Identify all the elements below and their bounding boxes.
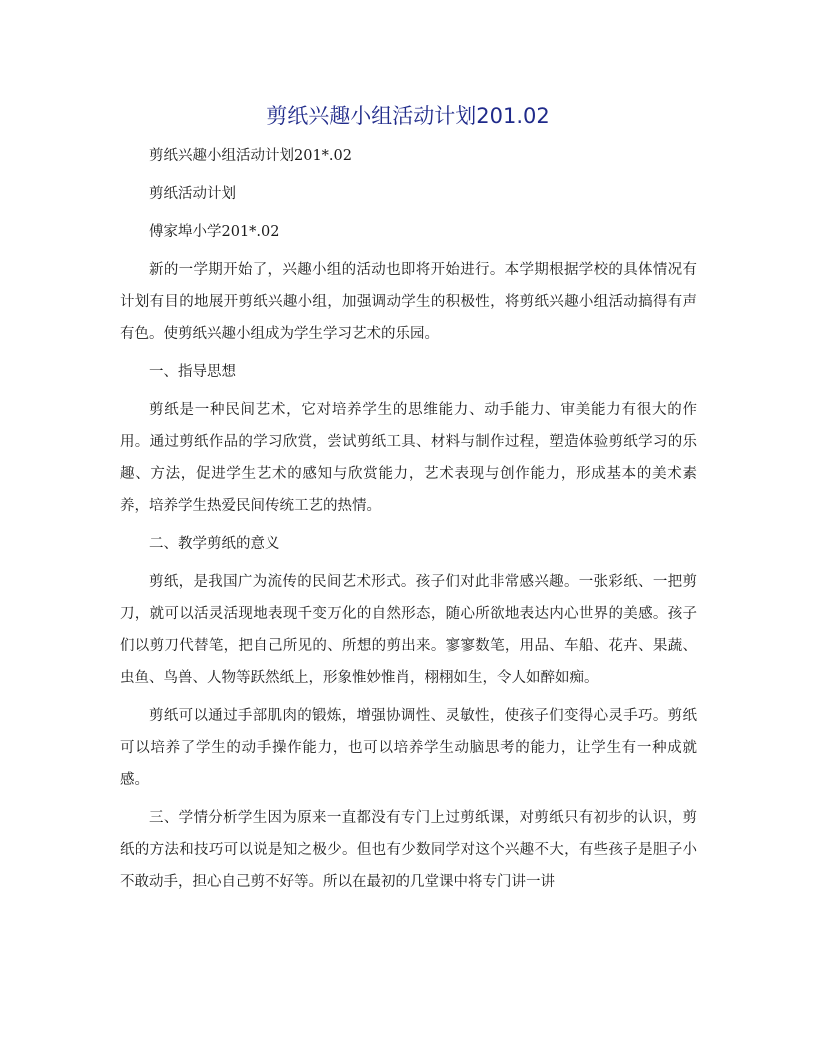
subtitle-line: 剪纸兴趣小组活动计划201*.02 xyxy=(149,148,352,164)
plan-label: 剪纸活动计划 xyxy=(149,186,236,202)
section-body-significance-1: 剪纸，是我国广为流传的民间艺术形式。孩子们对此非常感兴趣。一张彩纸、一把剪刀，就可以活灵活现地表现千变万化的自然形态，随心所欲地表达内心世界的美感。孩子们以剪刀代替笔，把自己所见的、所想的剪出来。寥寥数笔，用品、车船、花卉、果蔬、虫鱼、鸟兽、人物等跃然纸上，形象惟妙惟肖，栩栩如生，令人如醉如痴。 xyxy=(120,574,697,686)
section-heading-guiding-thought: 一、指导思想 xyxy=(149,364,236,380)
section-body-learning-analysis: 三、学情分析学生因为原来一直都没有专门上过剪纸课，对剪纸只有初步的认识，剪纸的方法和技巧可以说是知之极少。但也有少数同学对这个兴趣不大，有些孩子是胆子小不敢动手，担心自己剪不好等。所以在最初的几堂课中将专门讲一讲 xyxy=(120,810,697,890)
section-body-guiding-thought: 剪纸是一种民间艺术，它对培养学生的思维能力、动手能力、审美能力有很大的作用。通过剪纸作品的学习欣赏，尝试剪纸工具、材料与制作过程，塑造体验剪纸学习的乐趣、方法，促进学生艺术的感知与欣赏能力，艺术表现与创作能力，形成基本的美术素养，培养学生热爱民间传统工艺的热情。 xyxy=(120,402,697,514)
section-body-significance-2: 剪纸可以通过手部肌肉的锻炼，增强协调性、灵敏性，使孩子们变得心灵手巧。剪纸可以培养了学生的动手操作能力，也可以培养学生动脑思考的能力，让学生有一种成就感。 xyxy=(120,708,697,788)
school-line: 傅家埠小学201*.02 xyxy=(149,224,280,240)
document-title: 剪纸兴趣小组活动计划201.02 xyxy=(266,104,550,128)
section-heading-significance: 二、教学剪纸的意义 xyxy=(149,536,280,552)
intro-paragraph: 新的一学期开始了，兴趣小组的活动也即将开始进行。本学期根据学校的具体情况有计划有目的地展开剪纸兴趣小组，加强调动学生的积极性，将剪纸兴趣小组活动搞得有声有色。使剪纸兴趣小组成为学生学习艺术的乐园。 xyxy=(120,262,697,342)
document-body xyxy=(120,140,697,898)
